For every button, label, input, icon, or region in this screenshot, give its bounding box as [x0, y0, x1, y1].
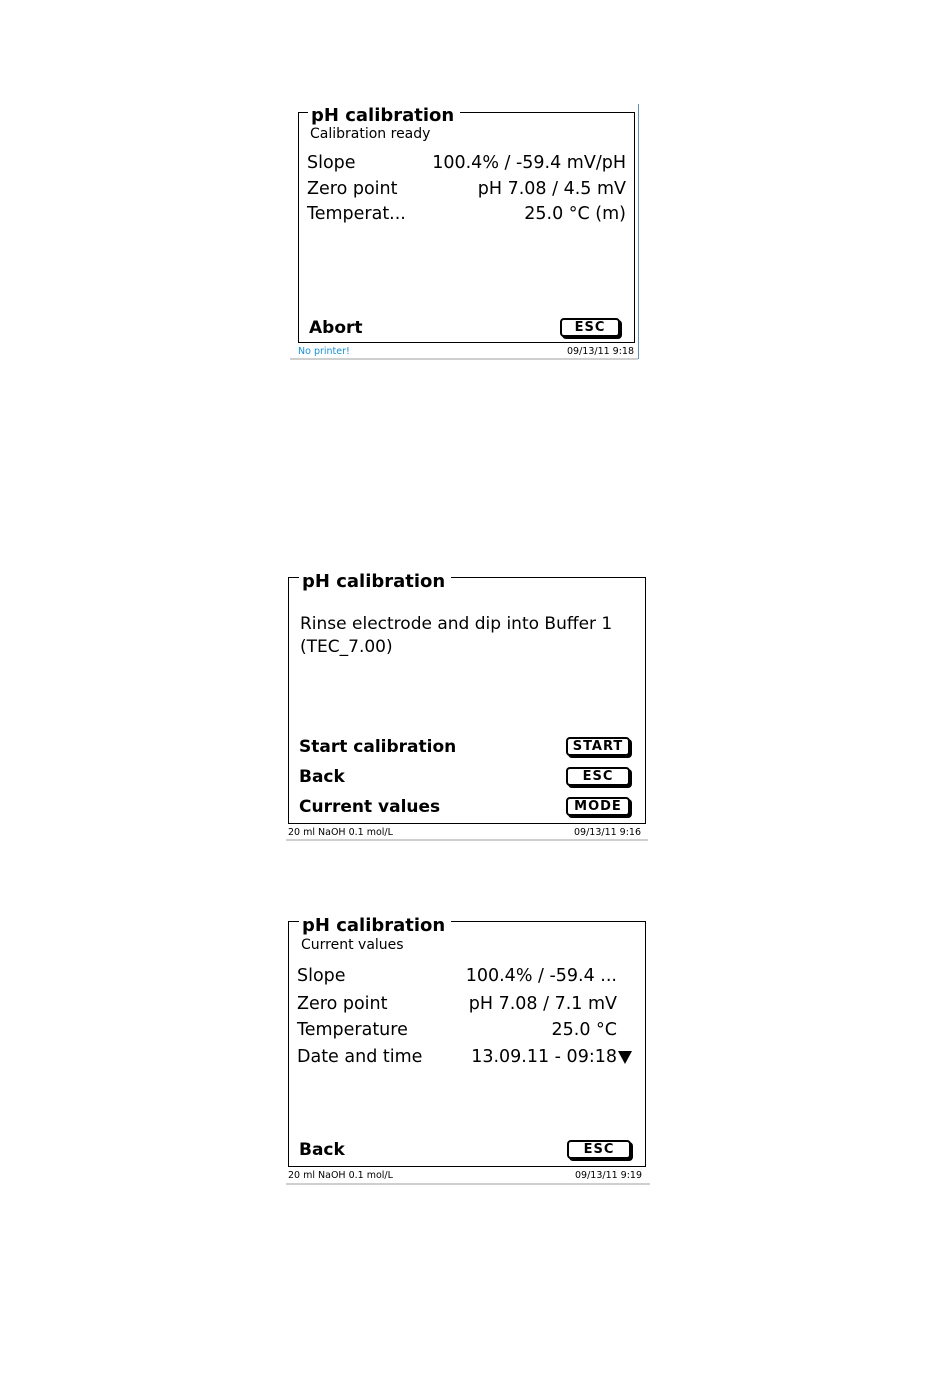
date-time-label: Date and time	[297, 1047, 423, 1067]
down-triangle-icon[interactable]	[618, 1051, 632, 1064]
screen-subtitle: Current values	[301, 937, 404, 953]
back-label[interactable]: Back	[299, 1140, 345, 1160]
esc-key-button[interactable]: ESC	[560, 318, 620, 337]
calibration-ready-screen	[290, 100, 642, 362]
status-datetime: 09/13/11 9:19	[575, 1170, 643, 1181]
status-bar-line	[286, 1183, 650, 1185]
temperature-label: Temperature	[297, 1020, 408, 1040]
zero-point-label: Zero point	[307, 179, 398, 199]
slope-label: Slope	[297, 966, 346, 986]
slope-value: 100.4% / -59.4 mV/pH	[432, 153, 626, 173]
status-bar-line	[286, 839, 648, 841]
screen-title: pH calibration	[308, 105, 460, 127]
screen-frame	[288, 921, 646, 1167]
date-time-value: 13.09.11 - 09:18	[471, 1047, 617, 1067]
screen-subtitle: Calibration ready	[310, 126, 431, 142]
esc-key-button[interactable]: ESC	[566, 767, 630, 786]
temperature-value: 25.0 °C	[551, 1020, 617, 1040]
status-printer: No printer!	[298, 346, 350, 357]
status-datetime: 09/13/11 9:16	[574, 827, 642, 838]
rinse-electrode-screen	[284, 565, 654, 845]
start-calibration-label[interactable]: Start calibration	[299, 737, 457, 757]
screen-frame	[298, 112, 635, 343]
back-label[interactable]: Back	[299, 767, 345, 787]
right-edge-line	[638, 104, 639, 359]
current-values-screen	[284, 910, 654, 1190]
screen-title: pH calibration	[299, 571, 451, 593]
mode-key-button[interactable]: MODE	[566, 797, 630, 816]
status-method: 20 ml NaOH 0.1 mol/L	[288, 1170, 393, 1181]
status-datetime: 09/13/11 9:18	[567, 346, 635, 357]
abort-action-label[interactable]: Abort	[309, 318, 363, 338]
status-method: 20 ml NaOH 0.1 mol/L	[288, 827, 393, 838]
zero-point-value: pH 7.08 / 4.5 mV	[477, 179, 626, 199]
status-bar-line	[290, 358, 638, 360]
zero-point-label: Zero point	[297, 994, 388, 1014]
start-key-button[interactable]: START	[566, 737, 630, 756]
screen-title: pH calibration	[299, 915, 451, 937]
instruction-line-1: Rinse electrode and dip into Buffer 1	[300, 614, 613, 634]
current-values-label[interactable]: Current values	[299, 797, 441, 817]
esc-key-button[interactable]: ESC	[567, 1140, 631, 1159]
instruction-line-2: (TEC_7.00)	[300, 637, 393, 657]
temperature-label: Temperat...	[307, 204, 406, 224]
temperature-value: 25.0 °C (m)	[524, 204, 626, 224]
slope-label: Slope	[307, 153, 356, 173]
slope-value: 100.4% / -59.4 ...	[465, 966, 617, 986]
zero-point-value: pH 7.08 / 7.1 mV	[468, 994, 617, 1014]
